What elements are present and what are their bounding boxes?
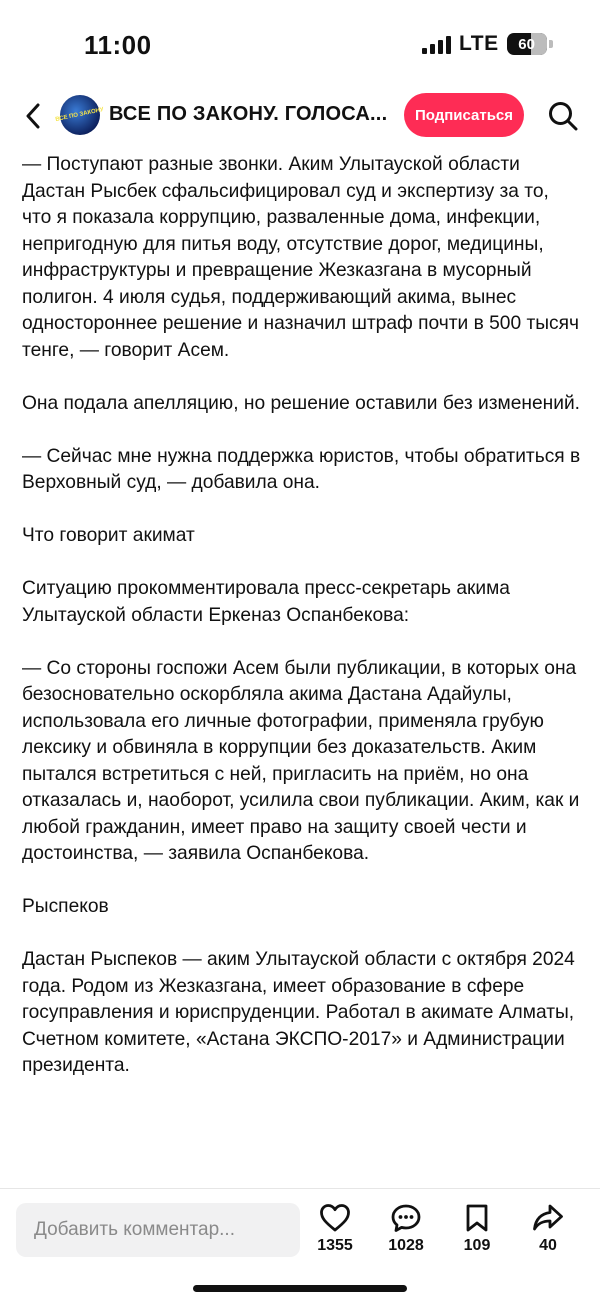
article-paragraph: — Поступают разные звонки. Аким Улытауской области Дастан Рысбек сфальсифицировал суд и экспертизу за то, что я показала коррупцию, разваленные дома, инфекции, непригодную для питья воду, отсутствие дорог, медицины, инфраструктуры и превращение Жезказгана в мусорный полигон. 4 июля судья, поддерживающий акима, вынес одностороннее решение и назначил штраф почти в 500 тысяч тенге, — говорит Асем. [22,154,580,361]
article-paragraph: Ситуацию прокомментировала пресс-секретарь акима Улытауской области Еркеназ Оспанбекова: [22,578,510,626]
subscribe-button[interactable]: Подписаться [404,93,524,137]
comments-button[interactable] [376,1203,436,1263]
article-paragraph: Она подала апелляцию, но решение оставили без изменений. [22,392,581,414]
channel-header [0,88,600,144]
chevron-left-icon [25,102,41,130]
network-type: LTE [459,32,499,55]
article-subheading: Рыспеков [22,896,109,917]
share-arrow-icon [532,1203,564,1233]
article-paragraph: Дастан Рыспеков — аким Улытауской области с октября 2024 года. Родом из Жезказгана, имеет образование в сфере госуправления и юриспруденции. Работал в акимате Алматы, Счетном комитете, «Астана ЭКСПО-2017» и Администрации президента. [22,949,575,1076]
status-bar [0,0,600,88]
comment-input[interactable] [16,1203,300,1257]
save-count: 109 [463,1237,491,1254]
share-count: 40 [539,1237,557,1254]
like-count: 1355 [317,1237,353,1254]
battery-level: 60 [518,35,535,53]
bookmark-icon [464,1203,490,1233]
channel-title[interactable]: ВСЕ ПО ЗАКОНУ. ГОЛОСА... [109,103,388,125]
status-indicators [422,32,553,56]
battery-cap [549,40,553,48]
share-button[interactable] [518,1203,578,1263]
like-button[interactable] [305,1203,365,1263]
status-time: 11:00 [84,30,152,60]
channel-avatar[interactable] [55,95,105,135]
home-indicator[interactable] [193,1285,407,1292]
avatar-logo-text: ВСЕ ПО ЗАКОНУ [55,106,105,124]
article-body [22,152,582,1080]
search-icon [547,100,579,132]
battery-icon [507,33,547,55]
signal-icon [422,34,451,54]
save-button[interactable] [447,1203,507,1263]
comment-count: 1028 [388,1237,424,1254]
article-subheading: Что говорит акимат [22,525,195,546]
heart-icon [319,1203,351,1233]
article-paragraph: — Сейчас мне нужна поддержка юристов, чтобы обратиться в Верховный суд, — добавила она. [22,445,581,493]
search-button[interactable] [544,97,582,135]
article-paragraph: — Со стороны госпожи Асем были публикации, в которых она безосновательно оскорбляла акима Дастана Адайулы, использовала его личные фотографии, применяла грубую лексику и обвиняла в коррупции без доказательств. Аким пытался встретиться с ней, пригласить на приём, но она отказалась и, наоборот, усилила свои публикации. Аким, как и любой гражданин, имеет право на защиту своей чести и достоинства, — заявила Оспанбекова. [22,657,580,864]
back-button[interactable] [16,98,50,134]
comment-bubble-icon [390,1203,422,1233]
